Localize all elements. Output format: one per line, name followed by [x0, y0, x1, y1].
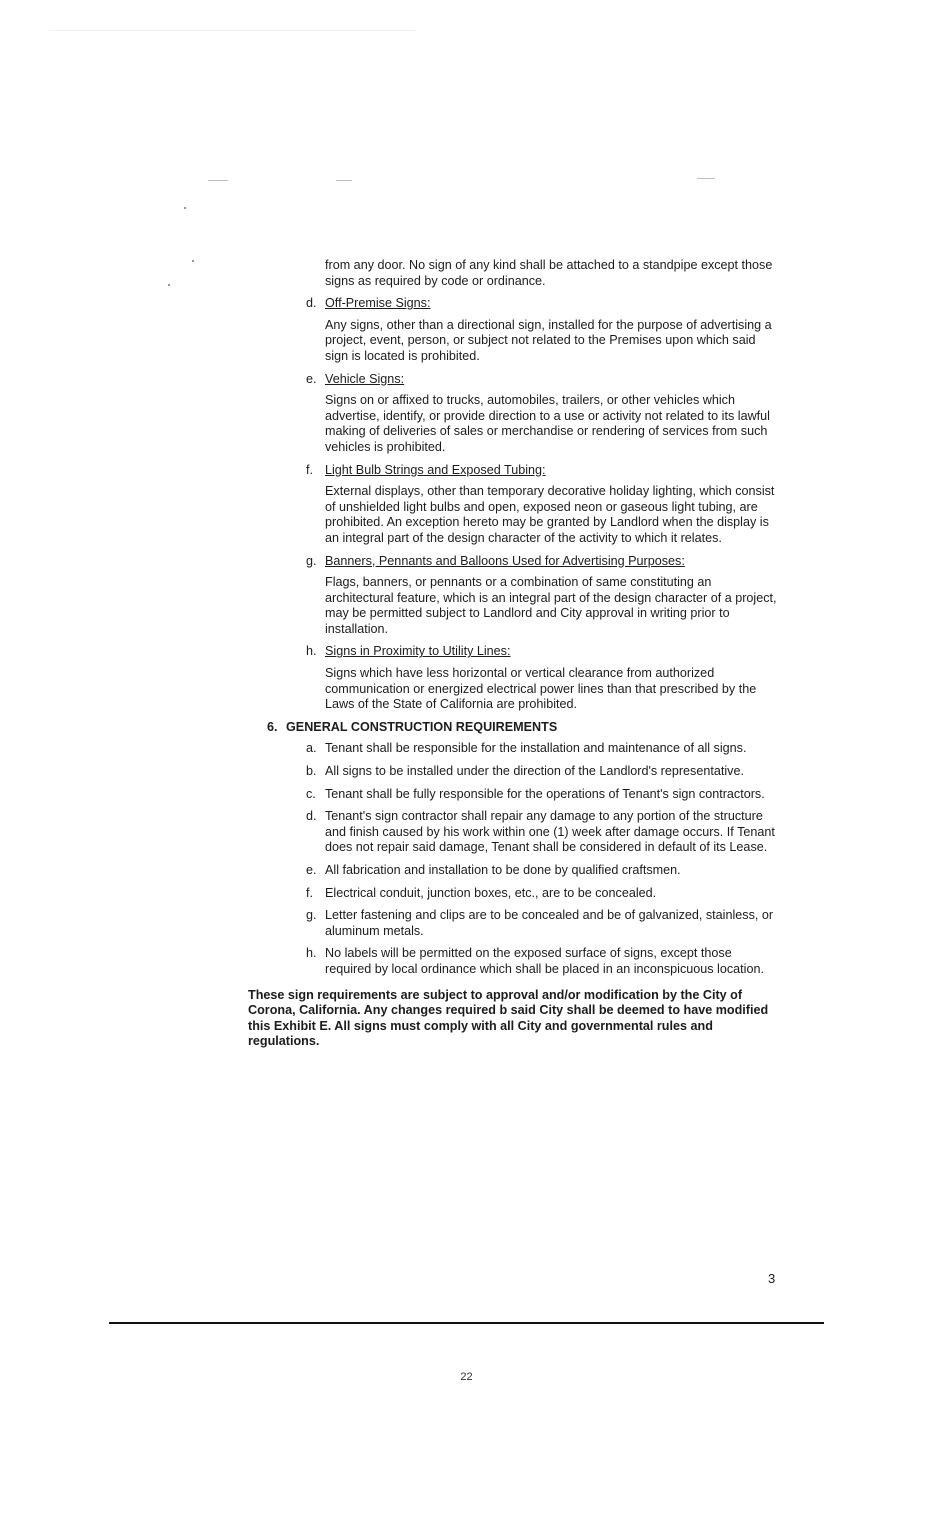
- item-heading: Signs in Proximity to Utility Lines:: [325, 644, 511, 659]
- scan-artifact: [50, 30, 415, 31]
- item-body: Signs which have less horizontal or vertical clearance from authorized communication or energized electrical power lines than that prescribed by the Laws of the State of California are prohibited.: [325, 666, 757, 712]
- list-item: [248, 463, 778, 547]
- requirement-item: [248, 946, 778, 977]
- requirement-text: Letter fastening and clips are to be concealed and be of galvanized, stainless, or aluminum metals.: [325, 908, 774, 938]
- scan-artifact: [168, 284, 170, 286]
- item-heading: Banners, Pennants and Balloons Used for Advertising Purposes:: [325, 553, 685, 568]
- section-title: GENERAL CONSTRUCTION REQUIREMENTS: [286, 719, 558, 734]
- requirement-text: All signs to be installed under the direction of the Landlord's representative.: [325, 764, 744, 779]
- list-item: [248, 554, 778, 638]
- requirement-text: Tenant shall be fully responsible for the operations of Tenant's sign contractors.: [325, 786, 765, 801]
- section-heading: [248, 720, 778, 736]
- requirement-item: [248, 741, 778, 757]
- scan-artifact: [208, 180, 228, 181]
- requirement-item: [248, 863, 778, 879]
- item-heading: Light Bulb Strings and Exposed Tubing:: [325, 462, 546, 477]
- item-letter: c.: [306, 786, 316, 801]
- requirement-text: Tenant's sign contractor shall repair any damage to any portion of the structure and finish caused by his work within one (1) week after damage occurs. If Tenant does not repair said damage, Tenant shall be considered in default of its Lease.: [325, 809, 775, 855]
- requirement-item: [248, 908, 778, 939]
- item-letter: d.: [306, 296, 317, 311]
- requirement-item: [248, 809, 778, 856]
- continued-paragraph: from any door. No sign of any kind shall be attached to a standpipe except those signs as required by code or ordinance.: [325, 258, 773, 288]
- section-number: 6.: [267, 719, 278, 734]
- item-letter: f.: [306, 885, 313, 900]
- footer-page-number: 22: [460, 1371, 473, 1383]
- item-letter: d.: [306, 809, 317, 824]
- item-letter: b.: [306, 764, 317, 779]
- item-letter: h.: [306, 946, 317, 961]
- requirement-item: [248, 886, 778, 902]
- item-body: Flags, banners, or pennants or a combination of same constituting an architectural feature, which is an integral part of the design character of a project, may be permitted subject to Landlord and City approval in writing prior to installation.: [325, 575, 777, 636]
- item-letter: e.: [306, 863, 317, 877]
- requirement-item: [248, 764, 778, 780]
- item-body: Signs on or affixed to trucks, automobiles, trailers, or other vehicles which advertise, identify, or provide direction to a use or activity not related to its lawful making of deliveries of sales or merchandise or rendering of services from such vehicles is prohibited.: [325, 393, 770, 454]
- item-letter: h.: [306, 644, 317, 659]
- item-letter: e.: [306, 371, 317, 386]
- requirement-text: All fabrication and installation to be done by qualified craftsmen.: [325, 863, 681, 877]
- item-heading: Vehicle Signs:: [325, 371, 405, 386]
- scan-artifact: [192, 260, 194, 262]
- list-item: [248, 644, 778, 712]
- requirement-text: No labels will be permitted on the exposed surface of signs, except those required by local ordinance which shall be placed in an inconspicuous location.: [325, 946, 764, 976]
- item-letter: g.: [306, 908, 317, 923]
- item-letter: f.: [306, 462, 313, 477]
- requirement-text: Electrical conduit, junction boxes, etc., are to be concealed.: [325, 885, 657, 900]
- requirement-text: Tenant shall be responsible for the installation and maintenance of all signs.: [325, 741, 747, 756]
- scanned-content: [248, 258, 778, 1050]
- scan-page-number: 3: [768, 1271, 776, 1286]
- list-item: [248, 372, 778, 456]
- requirement-item: [248, 787, 778, 803]
- closing-paragraph: These sign requirements are subject to approval and/or modification by the City of Corona, California. Any changes required b said City shall be deemed to have modified this Exhibit E. All signs must comply with all City and governmental rules and regulations.: [248, 987, 769, 1049]
- item-body: Any signs, other than a directional sign, installed for the purpose of advertising a project, event, person, or subject not related to the Premises upon which said sign is located is prohibited.: [325, 317, 772, 363]
- item-heading: Off-Premise Signs:: [325, 296, 431, 311]
- item-letter: g.: [306, 553, 317, 568]
- scan-artifact: [697, 178, 715, 179]
- horizontal-rule: [109, 1322, 824, 1324]
- scan-artifact: [184, 207, 186, 209]
- item-letter: a.: [306, 741, 317, 756]
- item-body: External displays, other than temporary decorative holiday lighting, which consist of unshielded light bulbs and open, exposed neon or gaseous light tubing, are prohibited. An exception hereto may be granted by Landlord when the display is an integral part of the design character of the activity to which it relates.: [325, 484, 775, 545]
- list-item: [248, 296, 778, 364]
- scan-artifact: [336, 180, 352, 181]
